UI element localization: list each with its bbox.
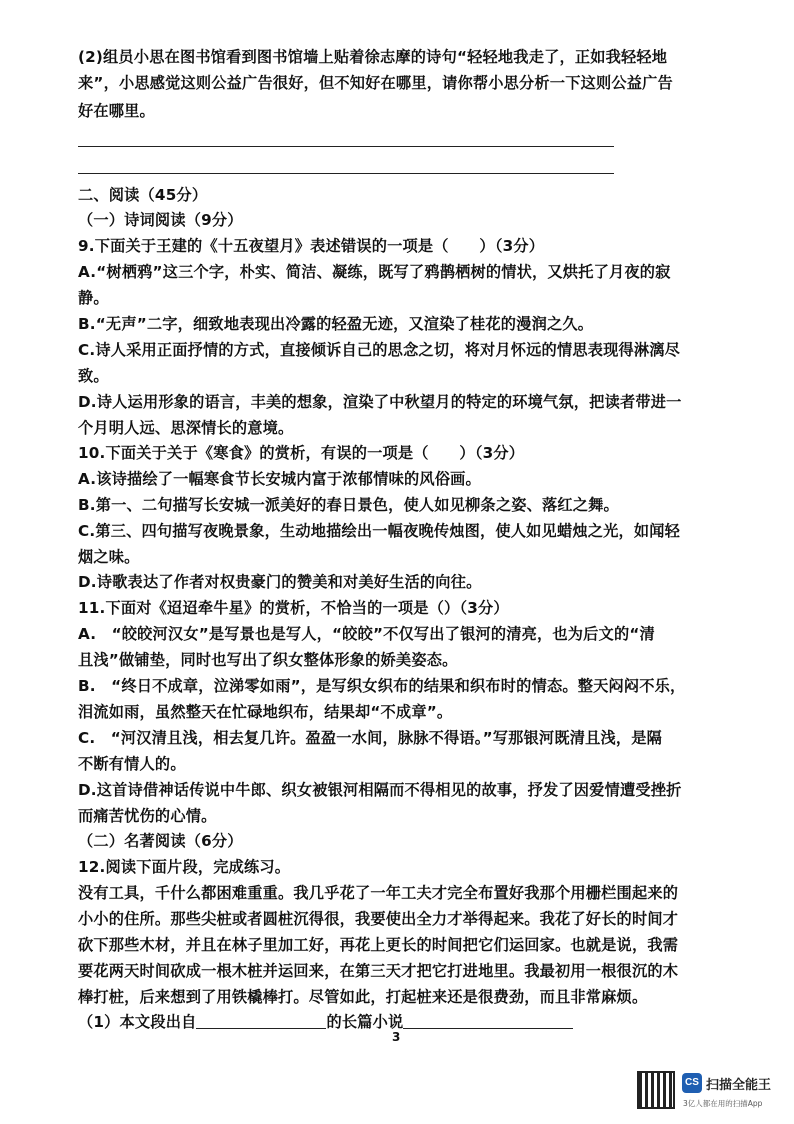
qr-code-icon (637, 1071, 675, 1109)
fill-in-blank-source[interactable] (196, 1013, 326, 1029)
watermark-name: 扫描全能王 (706, 1078, 772, 1093)
fill-in-prefix: （1）本文段出自 (78, 1013, 197, 1031)
subsection-heading: （一）诗词阅读（9分） (78, 211, 243, 229)
option-line: C.诗人采用正面抒情的方式，直接倾诉自己的思念之切，将对月怀远的情思表现得淋漓尽 (78, 341, 681, 359)
option-line: 不断有情人的。 (78, 755, 186, 773)
passage-line: 没有工具，千什么都困难重重。我几乎花了一年工夫才完全布置好我那个用栅栏围起来的 (78, 884, 679, 902)
option-line: 致。 (78, 367, 109, 385)
option-line: A.该诗描绘了一幅寒食节长安城内富于浓郁情味的风俗画。 (78, 470, 481, 488)
text-line: 好在哪里。 (78, 102, 155, 120)
answer-line[interactable] (78, 146, 614, 147)
option-line: B. “终日不成章，泣涕零如雨”，是写织女织布的结果和织布时的情态。整天闷闷不乐， (78, 677, 686, 695)
option-line: 泪流如雨，虽然整天在忙碌地织布，结果却“不成章”。 (78, 703, 453, 721)
passage-line: 棒打桩，后来想到了用铁橇棒打。尽管如此，打起桩来还是很费劲，而且非常麻烦。 (78, 988, 648, 1006)
option-line: B.第一、二句描写长安城一派美好的春日景色，使人如见柳条之姿、落红之舞。 (78, 496, 619, 514)
option-line: A. “皎皎河汉女”是写景也是写人，“皎皎”不仅写出了银河的清亮，也为后文的“清 (78, 625, 655, 643)
option-line: 个月明人远、思深情长的意境。 (78, 419, 294, 437)
option-line: C.第三、四句描写夜晚景象，生动地描绘出一幅夜晚传烛图，使人如见蜡烛之光，如闻轻 (78, 522, 681, 540)
watermark-subtitle: 3亿人都在用的扫描App (683, 1099, 763, 1108)
question-12: 12.阅读下面片段，完成练习。 (78, 858, 291, 876)
option-line: C. “河汉清且浅，相去复几许。盈盈一水间，脉脉不得语。”写那银河既清且浅，是隔 (78, 729, 663, 747)
option-line: B.“无声”二字，细致地表现出冷露的轻盈无迹，又渲染了桂花的漫润之久。 (78, 315, 594, 333)
page-number: 3 (392, 1030, 401, 1044)
camscanner-logo-icon: CS (682, 1073, 702, 1093)
fill-in-question (78, 1012, 573, 1032)
passage-line: 砍下那些木材，并且在林子里加工好，再花上更长的时间把它们运回家。也就是说，我需 (78, 936, 679, 954)
section-heading: 二、阅读（45分） (78, 186, 208, 204)
passage-line: 小小的住所。那些尖桩或者圆桩沉得很，我要使出全力才举得起来。我花了好长的时间才 (78, 910, 679, 928)
subsection-heading: （二）名著阅读（6分） (78, 832, 243, 850)
option-line: A.“树栖鸦”这三个字，朴实、简洁、凝练，既写了鸦鹊栖树的情状，又烘托了月夜的寂 (78, 263, 671, 281)
option-line: 烟之味。 (78, 548, 140, 566)
option-line: D.诗歌表达了作者对权贵豪门的赞美和对美好生活的向往。 (78, 573, 482, 591)
fill-in-middle: 的长篇小说 (326, 1013, 404, 1031)
option-line: 且浅”做铺垫，同时也写出了织女整体形象的娇美姿态。 (78, 651, 458, 669)
option-line: 静。 (78, 289, 109, 307)
fill-in-blank-novel[interactable] (403, 1013, 573, 1029)
option-line: D.这首诗借神话传说中牛郎、织女被银河相隔而不得相见的故事，抒发了因爱情遭受挫折 (78, 781, 682, 799)
question-9: 9.下面关于王建的《十五夜望月》表述错误的一项是（ ）（3分） (78, 237, 545, 255)
passage-line: 要花两天时间砍成一根木桩并运回来，在第三天才把它打进地里。我最初用一根很沉的木 (78, 962, 679, 980)
question-10: 10.下面关于关于《寒食》的赏析，有误的一项是（ ）（3分） (78, 444, 525, 462)
answer-line[interactable] (78, 173, 614, 174)
text-line: 来”，小思感觉这则公益广告很好，但不知好在哪里，请你帮小思分析一下这则公益广告 (78, 74, 673, 92)
question-11: 11.下面对《迢迢牵牛星》的赏析，不恰当的一项是（）（3分） (78, 599, 509, 617)
text-line: (2)组员小思在图书馆看到图书馆墙上贴着徐志摩的诗句“轻轻地我走了，正如我轻轻地 (78, 48, 668, 66)
option-line: 而痛苦忧伤的心情。 (78, 807, 217, 825)
option-line: D.诗人运用形象的语言，丰美的想象，渲染了中秋望月的特定的环境气氛，把读者带进一 (78, 393, 682, 411)
